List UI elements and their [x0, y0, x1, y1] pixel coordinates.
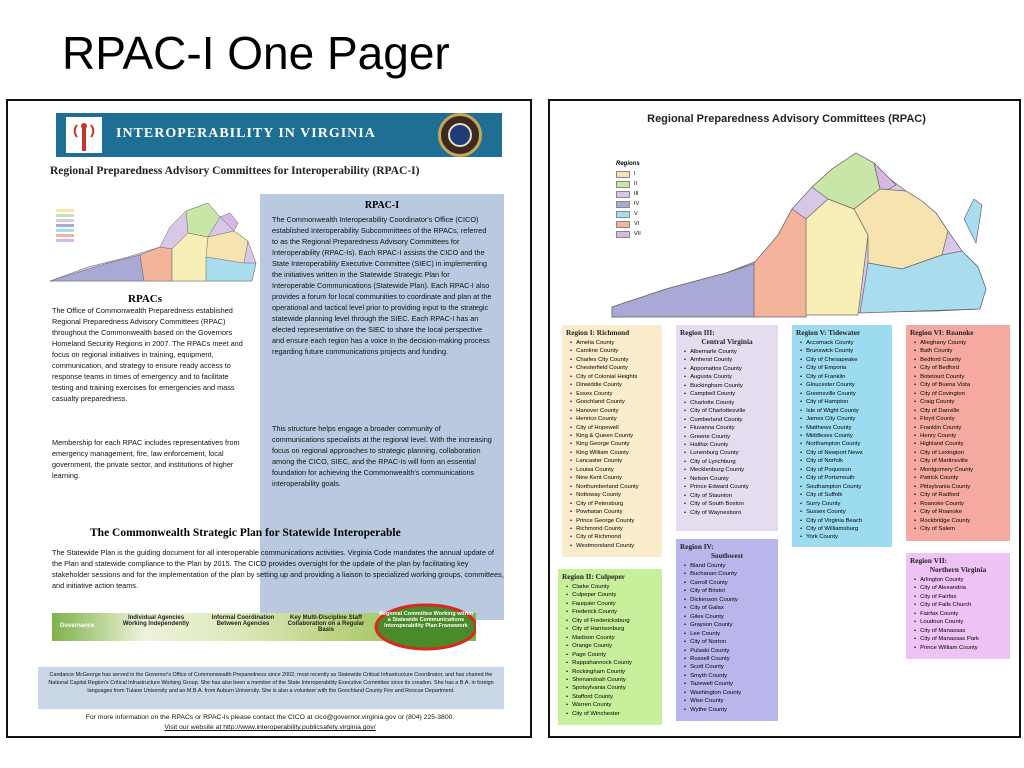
rpac-i-heading: RPAC-I [364, 200, 400, 211]
county-item: • City of Lexington [914, 449, 1006, 457]
county-item: • Southampton County [800, 483, 888, 491]
county-item: • Shenandoah County [566, 676, 658, 684]
county-item: • City of Alexandria [914, 584, 1006, 592]
county-item: • City of Petersburg [570, 500, 658, 508]
banner-title: INTEROPERABILITY IN VIRGINIA [116, 126, 376, 141]
county-item: • City of Danville [914, 407, 1006, 415]
county-item: • Loudoun County [914, 618, 1006, 626]
region-box-southwest [676, 539, 778, 721]
virginia-seal-icon [438, 113, 482, 157]
county-item: • Rockbridge County [914, 517, 1006, 525]
regions-legend [616, 161, 641, 239]
county-item: • Wythe County [684, 706, 774, 714]
contact-info [44, 713, 496, 733]
rpacs-heading: RPACs [128, 293, 163, 305]
county-item: • Carroll County [684, 579, 774, 587]
continuum-label: Key Multi-Discipline Staff Collaboration on a Regular Basis [287, 615, 365, 633]
county-item: • Stafford County [566, 693, 658, 701]
county-item: • Brunswick County [800, 347, 888, 355]
county-item: • Franklin County [914, 424, 1006, 432]
county-item: • Tazewell County [684, 680, 774, 688]
county-item: • City of Manassas Park [914, 635, 1006, 643]
county-item: • Hanover County [570, 407, 658, 415]
virginia-region-map [606, 139, 1006, 335]
county-item: • Montgomery County [914, 466, 1006, 474]
county-item: • Madison County [566, 634, 658, 642]
county-item: • Orange County [566, 642, 658, 650]
county-item: • Frederick County [566, 608, 658, 616]
bio-box [38, 667, 504, 709]
mini-region-map [48, 197, 258, 289]
county-item: • City of Williamsburg [800, 525, 888, 533]
website-link[interactable]: Visit our website at http://www.interoperability.publicsafety.virginia.gov/ [164, 724, 376, 731]
region-title: Region I: Richmond [566, 328, 630, 337]
legend-item: VII [616, 229, 641, 239]
county-item: • Lee County [684, 630, 774, 638]
county-item: • Botetourt County [914, 373, 1006, 381]
region-box-central-virginia [676, 325, 778, 531]
county-item: • Fauquier County [566, 600, 658, 608]
radio-tower-icon [66, 117, 102, 153]
bio-text: Candance McGeorge has served in the Governor's Office of Commonwealth Preparedness since 2002, most recently as Statewide Critical Infrastructure Coordinator, and has chaired the National Capital Region's Critical Infrastructure Working Group. She has also been a member of the State Interoperability Executive Committee since its creation. She has a B.A. in foreign languages from Tulane University and an M.B.A. from Auburn University. She is also a volunteer with the Goochland County Fire and Rescue Department. [48, 672, 494, 694]
county-item: • City of Norfolk [800, 457, 888, 465]
county-item: • Clarke County [566, 583, 658, 591]
county-item: • Patrick County [914, 474, 1006, 482]
county-item: • Essex County [570, 390, 658, 398]
county-item: • City of Martinsville [914, 457, 1006, 465]
region-title: Region VI: Roanoke [910, 328, 974, 337]
region-title: Region V: Tidewater [796, 328, 861, 337]
county-item: • City of Portsmouth [800, 474, 888, 482]
county-item: • Lunenburg County [684, 449, 774, 457]
document-heading: Regional Preparedness Advisory Committees for Interoperability (RPAC-I) [50, 165, 420, 177]
county-item: • Rockingham County [566, 668, 658, 676]
county-item: • Roanoke County [914, 500, 1006, 508]
county-item: • Northampton County [800, 440, 888, 448]
county-item: • Amherst County [684, 356, 774, 364]
legend-title: Regions [616, 161, 640, 167]
legend-item: III [616, 189, 641, 199]
county-item: • New Kent County [570, 474, 658, 482]
county-list [910, 576, 1006, 652]
region-subtitle: Northern Virginia [929, 565, 987, 574]
county-item: • City of Richmond [570, 533, 658, 541]
county-item: • King & Queen County [570, 432, 658, 440]
county-item: • Buckingham County [684, 382, 774, 390]
county-item: • Cumberland County [684, 416, 774, 424]
county-item: • Prince William County [914, 644, 1006, 652]
county-item: • City of Hampton [800, 398, 888, 406]
county-item: • Wise County [684, 697, 774, 705]
county-item: • City of Radford [914, 491, 1006, 499]
county-item: • City of Colonial Heights [570, 373, 658, 381]
county-item: • City of Manassas [914, 627, 1006, 635]
county-item: • Greene County [684, 433, 774, 441]
county-item: • Smyth County [684, 672, 774, 680]
region-subtitle: Southwest [710, 551, 744, 560]
county-item: • Louisa County [570, 466, 658, 474]
county-item: • City of Chesapeake [800, 356, 888, 364]
county-item: • City of Salem [914, 525, 1006, 533]
county-item: • City of Waynesboro [684, 509, 774, 517]
county-item: • Rappahannock County [566, 659, 658, 667]
county-list [680, 562, 774, 714]
county-item: • Floyd County [914, 415, 1006, 423]
county-item: • Augusta County [684, 373, 774, 381]
county-item: • Prince Edward County [684, 483, 774, 491]
county-item: • King George County [570, 440, 658, 448]
region-title: Region IV: [680, 542, 714, 551]
county-item: • City of Falls Church [914, 601, 1006, 609]
region-box-roanoke [906, 325, 1010, 541]
county-item: • Pittsylvania County [914, 483, 1006, 491]
continuum-label: Individual Agencies Working Independently [122, 615, 190, 627]
county-item: • Charles City County [570, 356, 658, 364]
county-item: • City of Emporia [800, 364, 888, 372]
county-item: • Henry County [914, 432, 1006, 440]
county-item: • Highland County [914, 440, 1006, 448]
strategic-plan-paragraph: The Statewide Plan is the guiding document for all interoperable communications activities. Virginia Code mandates the annual update of the Plan and statewide compliance to the Plan by 2015. The CICO provides oversight for the update of the plan by facilitating key stakeholder sessions and for the implementation of the plan by setting up and providing a liaison to specialized working groups, committees, and initiative action teams. [52, 548, 504, 590]
county-item: • Fluvanna County [684, 424, 774, 432]
region-box-culpeper [558, 569, 662, 725]
legend-item: II [616, 179, 641, 189]
county-item: • Lancaster County [570, 457, 658, 465]
county-item: • City of Roanoke [914, 508, 1006, 516]
county-item: • Middlesex County [800, 432, 888, 440]
region-box-northern-virginia [906, 553, 1010, 659]
slide-title: RPAC-I One Pager [62, 27, 450, 79]
region-box-richmond [562, 325, 662, 557]
rpac-i-paragraph: The Commonwealth Interoperability Coordinator's Office (CICO) established Interoperability Subcommittees of the RPACs, referred to as the Regional Preparedness Advisory Committees for Interoperability (RPAC-Is). Each RPAC-I assists the CICO and the State Interoperability Executive Committee (SIEC) in implementing the initiatives written in the Statewide Strategic Plan for Interoperable Communications (Statewide Plan). Each RPAC-I also provides a forum for local communities to coordinate and plan at the operational and tactical level prior to providing input to the strategic statewide planning level through the SIEC. Each RPAC-I has an elected representative on the SIEC to share the local perspective and ensure each region has a voice in the decision-making process regarding future communications projects and funding. [272, 215, 492, 356]
county-item: • City of Covington [914, 390, 1006, 398]
county-item: • King William County [570, 449, 658, 457]
legend-item: IV [616, 199, 641, 209]
county-list [680, 348, 774, 517]
region-subtitle: Central Virginia [701, 337, 753, 346]
county-item: • Bland County [684, 562, 774, 570]
county-item: • Page County [566, 651, 658, 659]
county-item: • City of Galax [684, 604, 774, 612]
county-item: • Powhatan County [570, 508, 658, 516]
county-item: • Dickenson County [684, 596, 774, 604]
county-item: • Mecklenburg County [684, 466, 774, 474]
county-item: • Surry County [800, 500, 888, 508]
county-item: • Accomack County [800, 339, 888, 347]
region-title: Region II: Culpeper [562, 572, 625, 581]
county-item: • City of Poquoson [800, 466, 888, 474]
legend-item: I [616, 169, 641, 179]
county-item: • Campbell County [684, 390, 774, 398]
map-title: Regional Preparedness Advisory Committees (RPAC) [647, 113, 926, 125]
county-item: • Chesterfield County [570, 364, 658, 372]
county-item: • City of Bedford [914, 364, 1006, 372]
county-item: • Gloucester County [800, 381, 888, 389]
county-item: • Buchanan County [684, 570, 774, 578]
legend-item: V [616, 209, 641, 219]
county-item: • City of Fairfax [914, 593, 1006, 601]
county-item: • Scott County [684, 663, 774, 671]
county-item: • Culpeper County [566, 591, 658, 599]
county-item: • Bath County [914, 347, 1006, 355]
county-list [910, 339, 1006, 533]
county-item: • Giles County [684, 613, 774, 621]
county-item: • City of Newport News [800, 449, 888, 457]
county-item: • Sussex County [800, 508, 888, 516]
county-item: • City of Suffolk [800, 491, 888, 499]
county-item: • City of Virginia Beach [800, 517, 888, 525]
county-item: • Appomattox County [684, 365, 774, 373]
rpac-map-page [548, 99, 1021, 738]
county-item: • City of Franklin [800, 373, 888, 381]
county-item: • Matthews County [800, 424, 888, 432]
county-item: • City of Harrisonburg [566, 625, 658, 633]
county-item: • Henrico County [570, 415, 658, 423]
county-item: • Caroline County [570, 347, 658, 355]
county-item: • Grayson County [684, 621, 774, 629]
county-item: • Nelson County [684, 475, 774, 483]
rpacs-membership-paragraph: Membership for each RPAC includes representatives from emergency management, fire, law enforcement, local government, the private sector, and institutions of higher learning. [52, 438, 240, 480]
region-box-tidewater [792, 325, 892, 547]
county-item: • City of Staunton [684, 492, 774, 500]
county-list [562, 583, 658, 718]
region-title: Region VII: [910, 556, 947, 565]
continuum-label: Governance [59, 623, 95, 629]
region-title: Region III: [680, 328, 715, 337]
one-pager-document [6, 99, 532, 738]
county-item: • Prince George County [570, 517, 658, 525]
county-item: • Dinwiddie County [570, 381, 658, 389]
county-item: • City of South Boston [684, 500, 774, 508]
county-item: • City of Bristol [684, 587, 774, 595]
county-item: • Northumberland County [570, 483, 658, 491]
mini-map-legend [56, 209, 74, 242]
county-item: • Westmoreland County [570, 542, 658, 550]
county-item: • City of Fredericksburg [566, 617, 658, 625]
county-item: • City of Norton [684, 638, 774, 646]
county-item: • James City County [800, 415, 888, 423]
county-item: • Pulaski County [684, 647, 774, 655]
contact-line: For more information on the RPACs or RPAC-Is please contact the CICO at cico@governor.virginia.gov or (804) 225-3800. [85, 714, 455, 721]
county-item: • Alleghany County [914, 339, 1006, 347]
county-item: • Richmond County [570, 525, 658, 533]
rpacs-paragraph: The Office of Commonwealth Preparedness established Regional Preparedness Advisory Committees (RPAC) throughout the Commonwealth based on the Governors Homeland Security Regions in 2007. The RPACs meet and focus on regional initiatives in training, equipment, communication, and strategy to ensure ready access to response teams in times of emergency and to facilitate testing and training exercises for emergencies and mass casualty preparedness. [52, 306, 243, 403]
county-item: • Warren County [566, 701, 658, 709]
county-item: • Nottoway County [570, 491, 658, 499]
county-item: • City of Lynchburg [684, 458, 774, 466]
interoperability-continuum [52, 603, 476, 651]
continuum-label: Regional Committee Working within a Statewide Communications Interoperability Plan Framework [378, 611, 473, 629]
county-item: • Bedford County [914, 356, 1006, 364]
banner [56, 113, 502, 157]
county-item: • Fairfax County [914, 610, 1006, 618]
county-item: • Russell County [684, 655, 774, 663]
county-item: • City of Hopewell [570, 424, 658, 432]
county-item: • Washington County [684, 689, 774, 697]
strategic-plan-heading: The Commonwealth Strategic Plan for Statewide Interoperable [90, 527, 401, 539]
continuum-label: Informal Coordination Between Agencies [211, 615, 275, 627]
county-item: • City of Buena Vista [914, 381, 1006, 389]
legend-item: VI [616, 219, 641, 229]
county-list [796, 339, 888, 542]
rpac-i-structure-paragraph: This structure helps engage a broader community of communications specialists at the regional level. With the increasing focus on regional approaches to strategic planning, collaboration among the CICO, SIEC, and the RPAC-Is will form an essential foundation for achieving the Commonwealth's communications interoperability goals. [272, 424, 492, 488]
county-item: • York County [800, 533, 888, 541]
county-list [566, 339, 658, 550]
county-item: • Amelia County [570, 339, 658, 347]
county-item: • City of Winchester [566, 710, 658, 718]
county-item: • Goochland County [570, 398, 658, 406]
county-item: • Isle of Wight County [800, 407, 888, 415]
county-item: • Craig County [914, 398, 1006, 406]
county-item: • City of Charlottesville [684, 407, 774, 415]
county-item: • Albemarle County [684, 348, 774, 356]
county-item: • Arlington County [914, 576, 1006, 584]
county-item: • Spotsylvania County [566, 684, 658, 692]
county-item: • Halifax County [684, 441, 774, 449]
county-item: • Charlotte County [684, 399, 774, 407]
county-item: • Greensville County [800, 390, 888, 398]
